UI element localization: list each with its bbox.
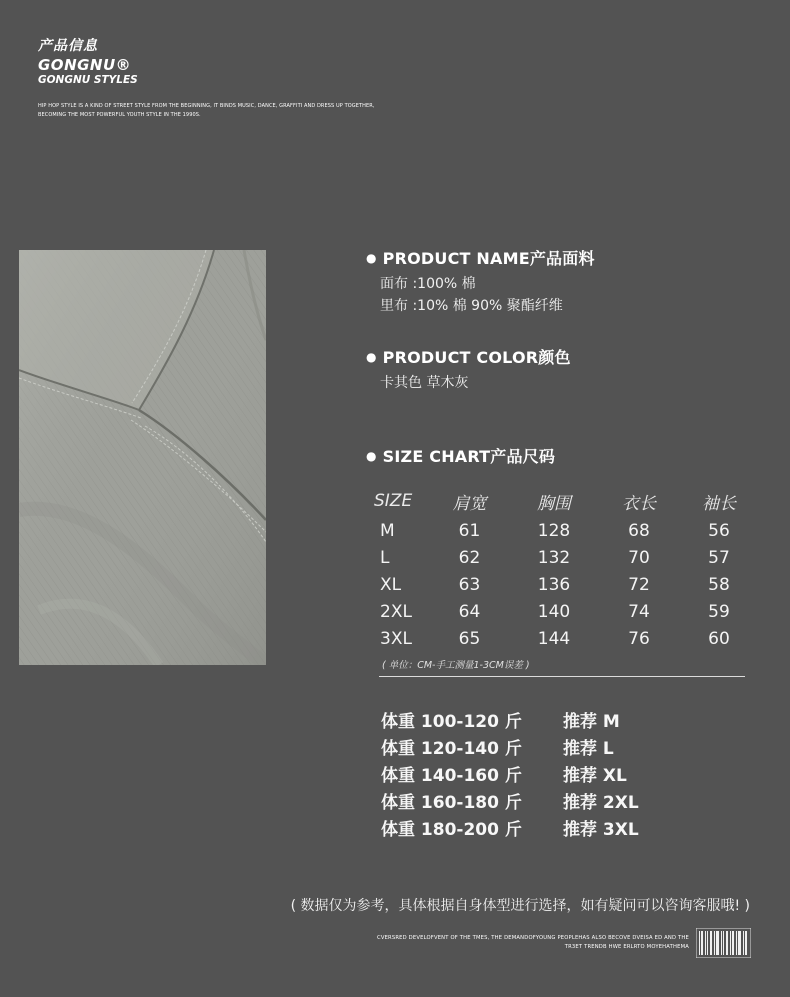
size-table bbox=[374, 485, 759, 652]
cell-sleeve: 58 bbox=[708, 574, 730, 595]
table-row bbox=[374, 598, 759, 625]
cell-size: 2XL bbox=[380, 601, 412, 622]
cell-length: 76 bbox=[628, 628, 650, 649]
weight-range: 体重 180-200 斤 bbox=[381, 820, 522, 840]
cell-chest: 144 bbox=[537, 628, 571, 649]
fabric-outer-text: 面布 :100% 棉 bbox=[380, 276, 476, 292]
cell-chest: 140 bbox=[537, 601, 571, 622]
recommendation-row bbox=[381, 760, 639, 787]
size-chart-title: SIZE CHART产品尺码 bbox=[382, 447, 556, 466]
product-color-title: PRODUCT COLOR颜色 bbox=[382, 348, 571, 367]
header-tagline-line1: HIP HOP STYLE IS A KIND OF STREET STYLE FROM THE BEGINNING, IT BINDS MUSIC, DANCE, GRAFFITI AND DRESS UP TOGETHER, bbox=[38, 103, 375, 109]
header-tagline-line2: BECOMING THE MOST POWERFUL YOUTH STYLE IN THE 1990S. bbox=[38, 112, 201, 118]
brand-subtitle: GONGNU STYLES bbox=[38, 74, 138, 86]
cell-shoulder: 65 bbox=[458, 628, 481, 649]
size-recommendations bbox=[381, 706, 639, 841]
size-table-header bbox=[374, 485, 759, 517]
reference-disclaimer: ( 数据仅为参考，具体根据自身体型进行选择，如有疑问可以咨询客服哦! ) bbox=[290, 898, 750, 914]
weight-range: 体重 160-180 斤 bbox=[381, 793, 522, 813]
product-name-title: PRODUCT NAME产品面料 bbox=[382, 249, 595, 268]
cell-sleeve: 59 bbox=[708, 601, 730, 622]
cell-shoulder: 63 bbox=[458, 574, 481, 595]
cell-sleeve: 60 bbox=[708, 628, 730, 649]
cell-size: XL bbox=[380, 574, 402, 595]
table-row bbox=[374, 544, 759, 571]
recommended-size: 推荐 3XL bbox=[563, 820, 639, 840]
recommendation-row bbox=[381, 814, 639, 841]
header-chest: 胸围 bbox=[537, 493, 571, 514]
bullet-dot: ● bbox=[366, 251, 377, 265]
product-color-heading bbox=[366, 345, 571, 368]
header-length: 衣长 bbox=[622, 493, 656, 514]
recommended-size: 推荐 2XL bbox=[563, 793, 639, 813]
weight-range: 体重 120-140 斤 bbox=[381, 739, 522, 759]
footer-fine-print-line1: CVERSRED DEVELOFVENT OF THE TMES, THE DEMANDOFYOUNG PEOPLEHAS ALSO BECOVE DVEISA ED AND THE bbox=[377, 935, 689, 941]
weight-range: 体重 100-120 斤 bbox=[381, 712, 522, 732]
footer-fine-print-line2: TR3ET TRENDB HWE ERLRTO MOYEHATHEMA bbox=[564, 944, 689, 950]
cell-length: 68 bbox=[628, 520, 650, 541]
bullet-dot: ● bbox=[366, 449, 377, 463]
footer-fine-print bbox=[327, 934, 689, 952]
cell-length: 72 bbox=[628, 574, 650, 595]
header-tagline bbox=[38, 102, 375, 120]
cell-chest: 132 bbox=[537, 547, 571, 568]
cell-chest: 128 bbox=[537, 520, 571, 541]
cell-sleeve: 57 bbox=[708, 547, 730, 568]
cell-length: 74 bbox=[628, 601, 650, 622]
barcode-icon bbox=[696, 928, 751, 958]
cell-size: L bbox=[380, 547, 390, 568]
bullet-dot: ● bbox=[366, 350, 377, 364]
recommended-size: 推荐 M bbox=[563, 712, 620, 732]
product-name-heading bbox=[366, 246, 595, 269]
size-table-note: ( 单位：CM-手工测量1-3CM误差 ) bbox=[382, 660, 530, 671]
cell-size: M bbox=[380, 520, 395, 541]
cell-chest: 136 bbox=[537, 574, 571, 595]
header-size: SIZE bbox=[374, 491, 413, 511]
table-row bbox=[374, 625, 759, 652]
size-chart-heading bbox=[366, 444, 555, 467]
recommended-size: 推荐 L bbox=[563, 739, 614, 759]
recommendation-row bbox=[381, 733, 639, 760]
header-sleeve: 袖长 bbox=[702, 493, 736, 514]
cell-shoulder: 62 bbox=[458, 547, 481, 568]
cell-length: 70 bbox=[628, 547, 650, 568]
color-options-text: 卡其色 草木灰 bbox=[380, 375, 469, 391]
recommendation-row bbox=[381, 706, 639, 733]
recommended-size: 推荐 XL bbox=[563, 766, 627, 786]
table-row bbox=[374, 571, 759, 598]
header-shoulder: 肩宽 bbox=[452, 493, 487, 514]
cell-shoulder: 61 bbox=[458, 520, 481, 541]
fabric-lining-text: 里布 :10% 棉 90% 聚酯纤维 bbox=[380, 298, 563, 314]
recommendation-row bbox=[381, 787, 639, 814]
cell-size: 3XL bbox=[380, 628, 412, 649]
weight-range: 体重 140-160 斤 bbox=[381, 766, 522, 786]
table-row bbox=[374, 517, 759, 544]
header-cn-title: 产品信息 bbox=[38, 38, 98, 54]
brand-logo-text: GONGNU® bbox=[38, 56, 132, 74]
fabric-closeup-image bbox=[19, 250, 266, 665]
cell-sleeve: 56 bbox=[708, 520, 730, 541]
divider bbox=[379, 676, 745, 677]
cell-shoulder: 64 bbox=[458, 601, 481, 622]
